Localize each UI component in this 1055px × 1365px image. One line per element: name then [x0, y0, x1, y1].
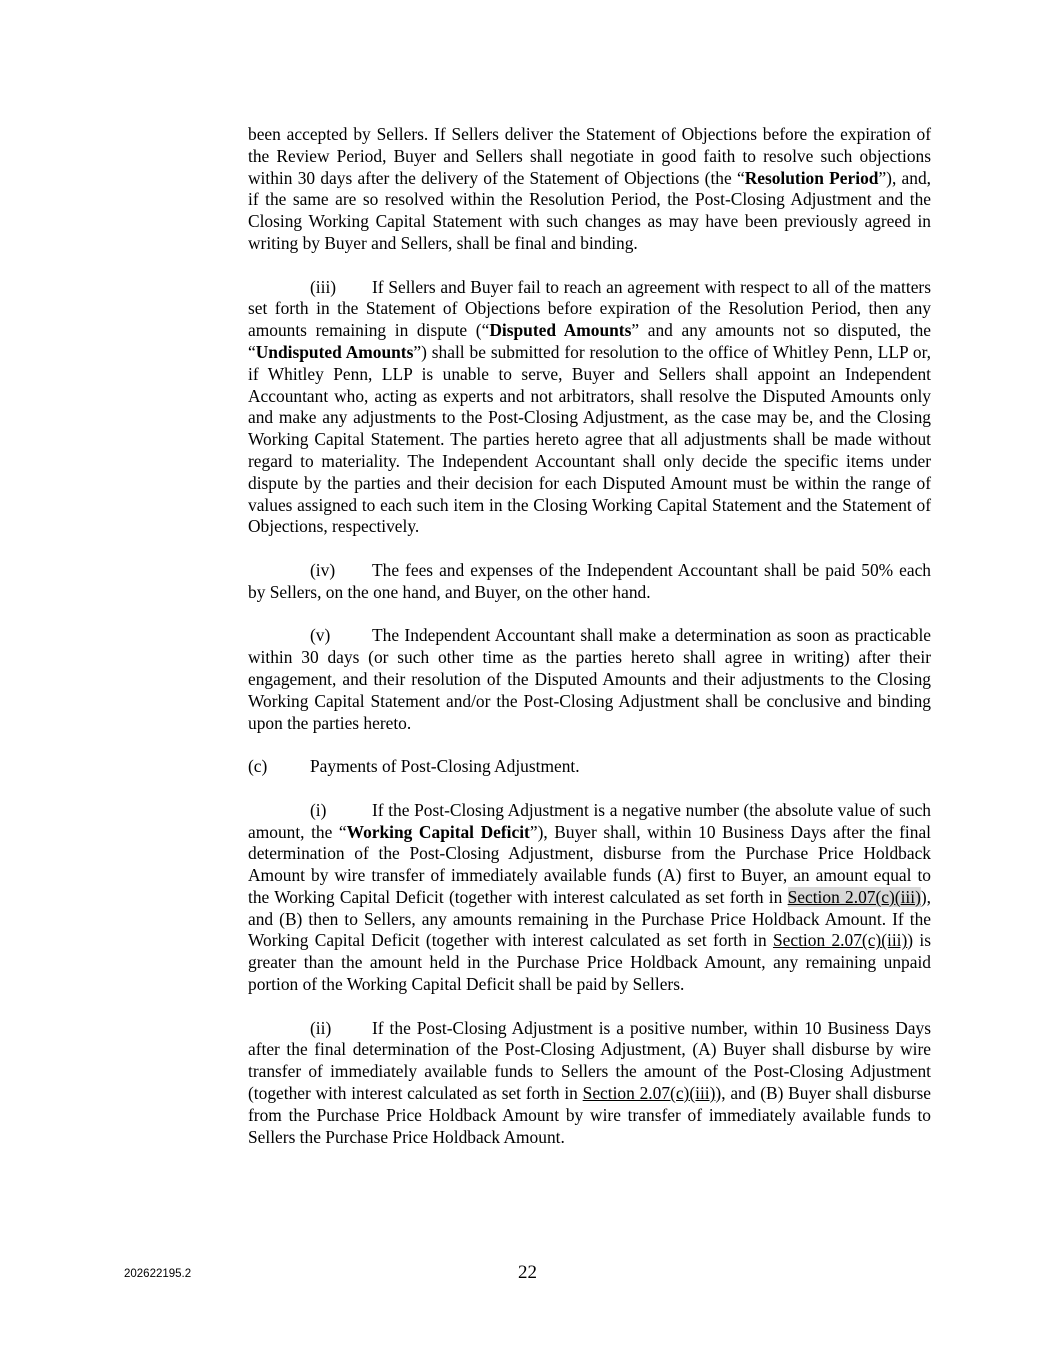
text: ”) shall be submitted for resolution to the office of Whitley Penn, LLP or, if Whitley Penn, LLP is unable to serve, Buyer and Sellers shall appoint an Independent Accountant who, acting as experts and not arbitrators, shall resolve the Disputed Amounts only and make any adjustments to the Post-Closing Adjustment, as the case may be, and the Closing Working Capital Statement. The parties hereto agree that all adjustments shall be made without regard to materiality. The Independent Accountant shall only decide the specific items under dispute by the parties and their decision for each Disputed Amount must be within the range of values assigned to each such item in the Closing Working Capital Statement and the Statement of Objections, respectively.: [248, 341, 932, 537]
defined-term-undisputed-amounts: Undisputed Amounts: [255, 341, 414, 362]
paragraph-c-ii-positive-adjustment: [248, 1018, 931, 1149]
section-cross-reference-link[interactable]: Section 2.07(c)(iii): [772, 930, 908, 951]
text: The fees and expenses of the Independent Accountant shall be paid 50% each by Sellers, on the one hand, and Buyer, on the other hand.: [248, 559, 931, 602]
section-heading-c-payments: [248, 756, 931, 778]
clause-number: (v): [310, 625, 331, 646]
defined-term-working-capital-deficit: Working Capital Deficit: [346, 821, 530, 842]
paragraph-iv-fees: [248, 560, 931, 604]
section-cross-reference-link[interactable]: Section 2.07(c)(iii): [582, 1083, 716, 1104]
clause-number: (iii): [310, 276, 337, 297]
section-cross-reference-link[interactable]: Section 2.07(c)(iii): [787, 886, 921, 907]
clause-number: (ii): [310, 1017, 332, 1038]
defined-term-resolution-period: Resolution Period: [744, 167, 879, 188]
heading-text: Payments of Post-Closing Adjustment.: [310, 756, 580, 777]
text: ) is greater than the amount held in the Purchase Price Holdback Amount, any remaining unpaid portion of the Working Capital Deficit shall be paid by Sellers.: [248, 930, 932, 995]
text: been accepted by Sellers. If Sellers deliver the Statement of Objections before the expiration of the Review Period, Buyer and Sellers shall negotiate in good faith to resolve such objections within 30 days after the delivery of the Statement of Objections (the “: [248, 124, 931, 188]
document-id: 202622195.2: [124, 1268, 192, 1280]
clause-number: (i): [310, 799, 327, 820]
text: ), and (B) Buyer shall disburse from the Purchase Price Holdback Amount by wire transfer of immediately available funds to Sellers the Purchase Price Holdback Amount.: [248, 1083, 931, 1147]
text: If Sellers and Buyer fail to reach an agreement with respect to all of the matters set forth in the Statement of Objections before expiration of the Resolution Period, then any amounts remaining in dispute (“: [248, 276, 931, 341]
clause-number: (iv): [310, 559, 336, 580]
paragraph-c-i-negative-adjustment: [248, 800, 931, 996]
document-body: [248, 124, 931, 1170]
text: ”), Buyer shall, within 10 Business Days after the final determination of the Post-Closing Adjustment, disburse from the Purchase Price Holdback Amount by wire transfer of immediately available funds (A) first to Buyer, an amount equal to the Working Capital Deficit (together with interest calculated as set forth in: [248, 821, 931, 907]
text: If the Post-Closing Adjustment is a negative number (the absolute value of such amount, the “: [248, 799, 931, 842]
text: The Independent Accountant shall make a determination as soon as practicable within 30 days (or such other time as the parties hereto shall agree in writing) after their engagement, and their resolution of the Disputed Amounts and their adjustments to the Closing Working Capital Statement and/or the Post-Closing Adjustment shall be conclusive and binding upon the parties hereto.: [248, 625, 931, 733]
page-number: 22: [518, 1262, 537, 1283]
paragraph-v-determination: [248, 625, 931, 734]
paragraph-review-continuation: [248, 124, 931, 255]
text: ”), and, if the same are so resolved within the Resolution Period, the Post-Closing Adjustment and the Closing Working Capital Statement with such changes as may have been previously agreed in writing by Buyer and Sellers, shall be final and binding.: [248, 167, 932, 253]
defined-term-disputed-amounts: Disputed Amounts: [489, 320, 632, 341]
paragraph-iii-disputed-amounts: [248, 277, 931, 539]
text: If the Post-Closing Adjustment is a positive number, within 10 Business Days after the final determination of the Post-Closing Adjustment, (A) Buyer shall disburse by wire transfer of immediately available funds to Sellers the amount of the Post-Closing Adjustment (together with interest calculated as set forth in: [248, 1017, 931, 1104]
text: ” and any amounts not so disputed, the “: [248, 320, 932, 362]
clause-number: (c): [248, 756, 268, 777]
text: ), and (B) then to Sellers, any amounts remaining in the Purchase Price Holdback Amount. If the Working Capital Deficit (together with interest calculated as set forth in: [248, 886, 931, 951]
